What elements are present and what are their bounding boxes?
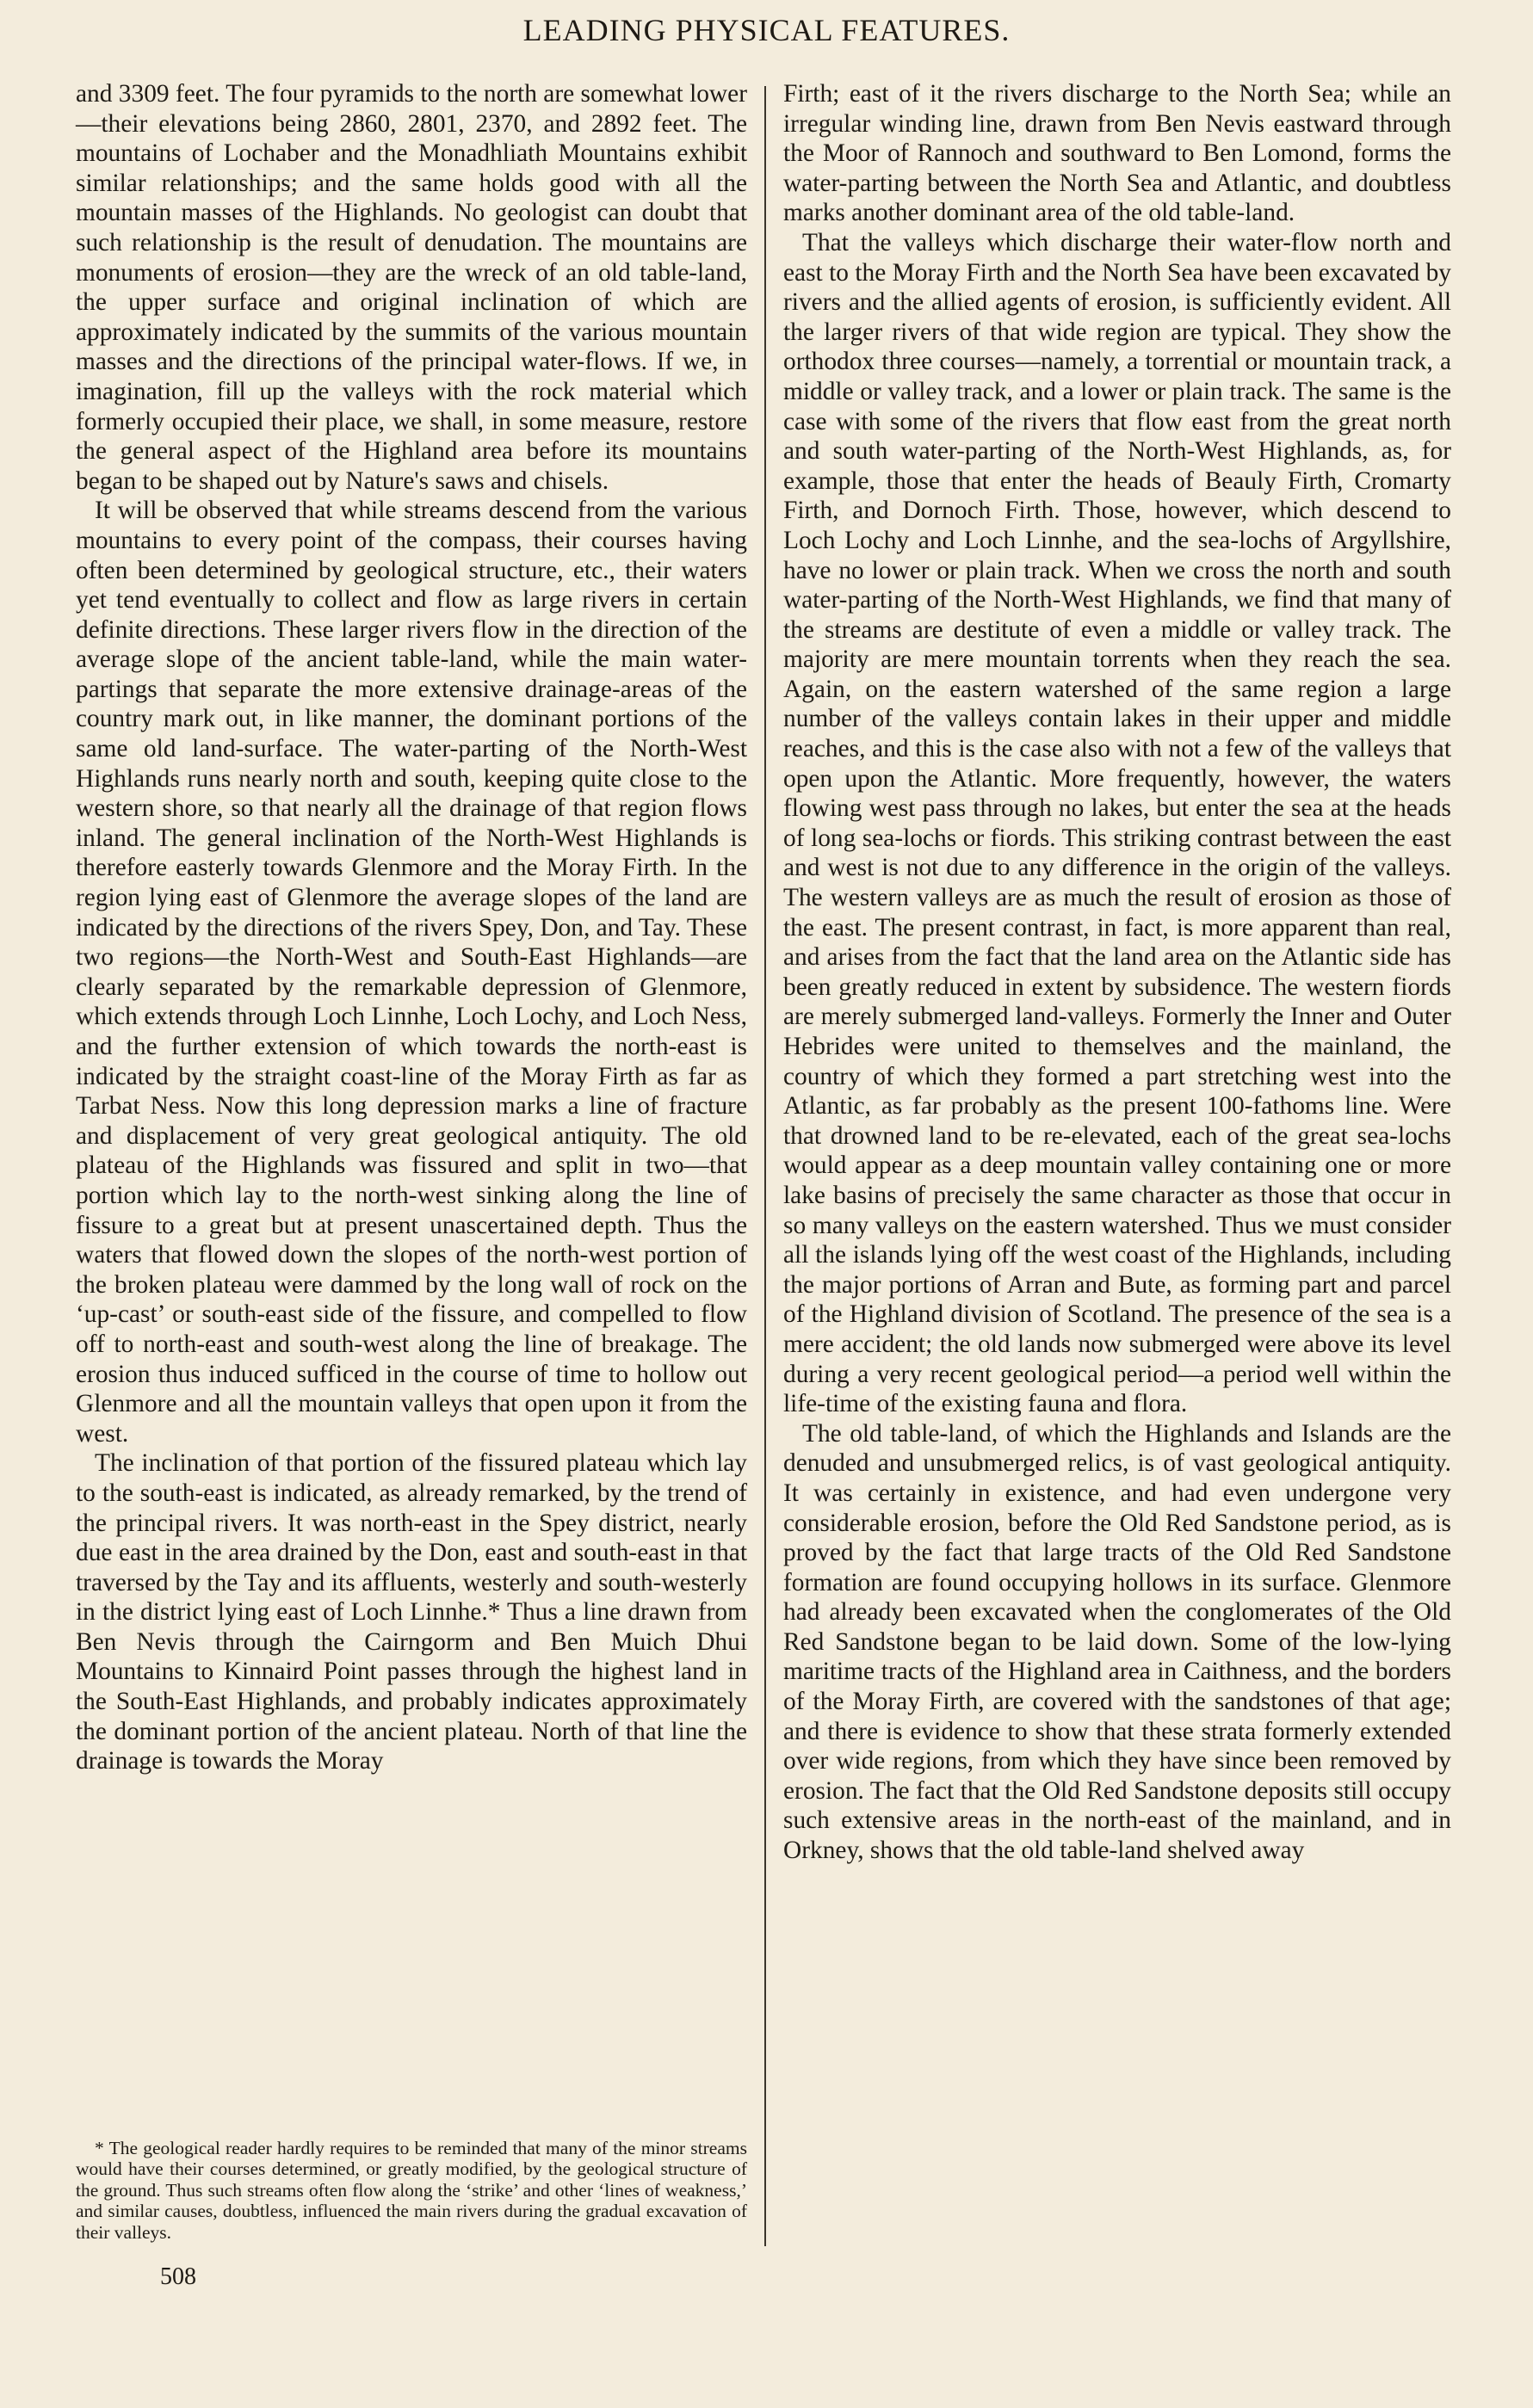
- left-paragraph-2: It will be observed that while streams descend from the various mountains to every point of the compass, their courses having often been determined by geological structure, etc., their waters yet tend eventually to collect and flow as large rivers in certain definite directions. These larger rivers flow in the direction of the average slope of the ancient table-land, while the main water-partings that separate the more extensive drainage-areas of the country mark out, in like manner, the dominant portions of the same old land-surface. The water-parting of the North-West Highlands runs nearly north and south, keeping quite close to the western shore, so that nearly all the drainage of that region flows inland. The general inclination of the North-West Highlands is therefore easterly towards Glenmore and the Moray Firth. In the region lying east of Glenmore the average slopes of the land are indicated by the directions of the rivers Spey, Don, and Tay. These two regions—the North-West and South-East Highlands—are clearly separated by the remarkable depression of Glenmore, which extends through Loch Linnhe, Loch Lochy, and Loch Ness, and the further extension of which towards the north-east is indicated by the straight coast-line of the Moray Firth as far as Tarbat Ness. Now this long depression marks a line of fracture and displacement of very great geological antiquity. The old plateau of the Highlands was fissured and split in two—that portion which lay to the north-west sinking along the line of fissure to a great but at present unascertained depth. Thus the waters that flowed down the slopes of the north-west portion of the broken plateau were dammed by the long wall of rock on the ‘up-cast’ or south-east side of the fissure, and compelled to flow off to north-east and south-west along the line of breakage. The erosion thus induced sufficed in the course of time to hollow out Glenmore and all the mountain valleys that open upon it from the west.: [76, 497, 747, 1448]
- right-column: [783, 79, 1451, 1866]
- left-column: [76, 79, 747, 1776]
- right-paragraph-3: The old table-land, of which the Highlands and Islands are the denuded and unsubmerged relics, is of vast geological antiquity. It was certainly in existence, and had even undergone very considerable erosion, before the Old Red Sandstone period, as is proved by the fact that large tracts of the Old Red Sandstone formation are found occupying hollows in its surface. Glenmore had already been excavated when the conglomerates of the Old Red Sandstone began to be laid down. Some of the low-lying maritime tracts of the Highland area in Caithness, and the borders of the Moray Firth, are covered with the sandstones of that age; and there is evidence to show that these strata formerly extended over wide regions, from which they have since been removed by erosion. The fact that the Old Red Sandstone deposits still occupy such extensive areas in the north-east of the mainland, and in Orkney, shows that the old table-land shelved away: [783, 1419, 1451, 1865]
- right-paragraph-2: That the valleys which discharge their water-flow north and east to the Moray Firth and the North Sea have been excavated by rivers and the allied agents of erosion, is sufficiently evident. All the larger rivers of that wide region are typical. They show the orthodox three courses—namely, a torrential or mountain track, a middle or valley track, and a lower or plain track. The same is the case with some of the rivers that flow east from the great north and south water-parting of the North-West Highlands, as, for example, those that enter the heads of Beauly Firth, Cromarty Firth, and Dornoch Firth. Those, however, which descend to Loch Lochy and Loch Linnhe, and the sea-lochs of Argyllshire, have no lower or plain track. When we cross the north and south water-parting of the North-West Highlands, we find that many of the streams are destitute of even a middle or valley track. The majority are mere mountain torrents when they reach the sea. Again, on the eastern watershed of the same region a large number of the valleys contain lakes in their upper and middle reaches, and this is the case also with not a few of the valleys that open upon the Atlantic. More frequently, however, the waters flowing west pass through no lakes, but enter the sea at the heads of long sea-lochs or fiords. This striking contrast between the east and west is not due to any difference in the origin of the valleys. The western valleys are as much the result of erosion as those of the east. The present contrast, in fact, is more apparent than real, and arises from the fact that the land area on the Atlantic side has been greatly reduced in extent by subsidence. The western fiords are merely submerged land-valleys. Formerly the Inner and Outer Hebrides were united to themselves and the mainland, the country of which they formed a part stretching west into the Atlantic, as far probably as the present 100-fathoms line. Were that drowned land to be re-elevated, each of the great sea-lochs would appear as a deep mountain valley containing one or more lake basins of precisely the same character as those that occur in so many valleys on the eastern watershed. Thus we must consider all the islands lying off the west coast of the Highlands, including the major portions of Arran and Bute, as forming part and parcel of the Highland division of Scotland. The presence of the sea is a mere accident; the old lands now submerged were above its level during a very recent geological period—a period well within the life-time of the existing fauna and flora.: [783, 228, 1451, 1418]
- page-number: 508: [160, 2263, 196, 2290]
- column-divider: [764, 86, 766, 2246]
- left-paragraph-3: The inclination of that portion of the fissured plateau which lay to the south-east is indicated, as already remarked, by the trend of the principal rivers. It was north-east in the Spey district, nearly due east in the area drained by the Don, east and south-east in that traversed by the Tay and its affluents, westerly and south-westerly in the district lying east of Loch Linnhe.* Thus a line drawn from Ben Nevis through the Cairngorm and Ben Muich Dhui Mountains to Kinnaird Point passes through the highest land in the South-East Highlands, and probably indicates approximately the dominant portion of the ancient plateau. North of that line the drainage is towards the Moray: [76, 1449, 747, 1775]
- right-paragraph-1: Firth; east of it the rivers discharge to the North Sea; while an irregular winding line, drawn from Ben Nevis eastward through the Moor of Rannoch and southward to Ben Lomond, forms the water-parting between the North Sea and Atlantic, and doubtless marks another dominant area of the old table-land.: [783, 80, 1451, 227]
- footnote: * The geological reader hardly requires to be reminded that many of the minor streams would have their courses determined, or greatly modified, by the geological structure of the ground. Thus such streams often flow along the ‘strike’ and other ‘lines of weakness,’ and similar causes, doubtless, influenced the main rivers during the gradual excavation of their valleys.: [76, 2138, 747, 2243]
- running-head: LEADING PHYSICAL FEATURES.: [522, 13, 1011, 47]
- left-paragraph-1: and 3309 feet. The four pyramids to the north are somewhat lower—their elevations being 2860, 2801, 2370, and 2892 feet. The mountains of Lochaber and the Monadhliath Mountains exhibit similar relationships; and the same holds good with all the mountain masses of the Highlands. No geologist can doubt that such relationship is the result of denudation. The mountains are monuments of erosion—they are the wreck of an old table-land, the upper surface and original inclination of which are approximately indicated by the summits of the various mountain masses and the directions of the principal water-flows. If we, in imagination, fill up the valleys with the rock material which formerly occupied their place, we shall, in some measure, restore the general aspect of the Highland area before its mountains began to be shaped out by Nature's saws and chisels.: [76, 80, 747, 495]
